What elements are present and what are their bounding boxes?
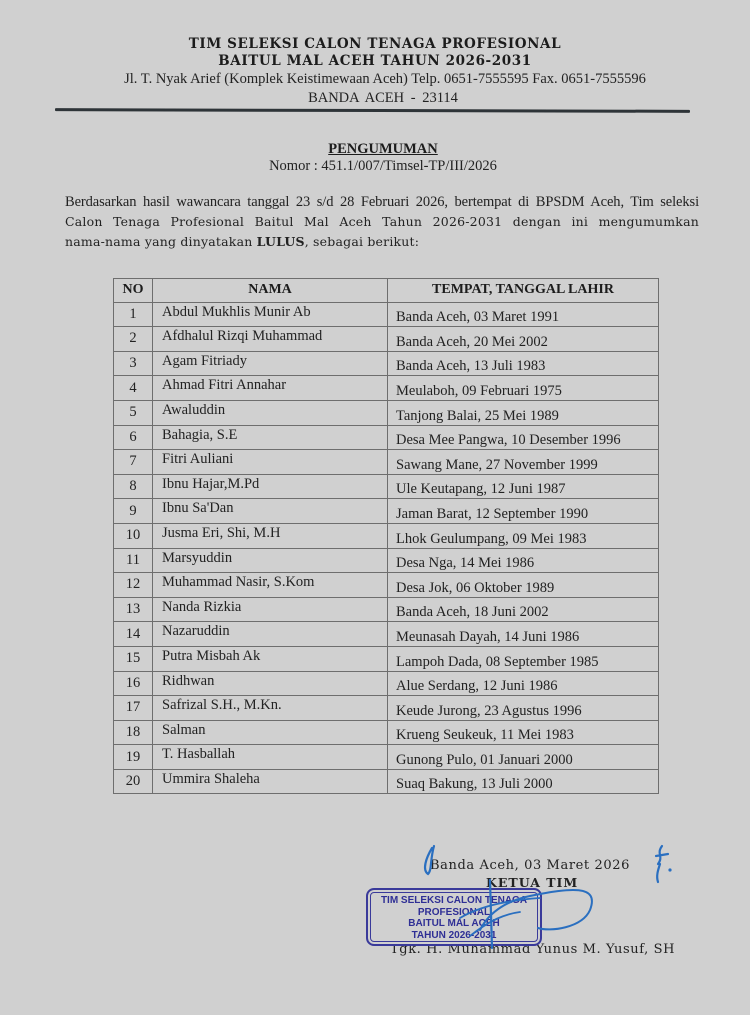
signature-role: KETUA TIM [486, 875, 579, 890]
table-body [114, 302, 659, 794]
cell-tempat-tanggal-lahir: Tanjong Balai, 25 Mei 1989 [388, 400, 659, 425]
table-row [114, 646, 659, 671]
signature-place-date: Banda Aceh, 03 Maret 2026 [430, 858, 630, 873]
cell-tempat-tanggal-lahir: Desa Jok, 06 Oktober 1989 [388, 573, 659, 598]
cell-tempat-tanggal-lahir: Banda Aceh, 03 Maret 1991 [388, 302, 659, 327]
letterhead-address: Jl. T. Nyak Arief (Komplek Keistimewaan Aceh) Telp. 0651-7555595 Fax. 0651-7555596 [124, 71, 646, 87]
cell-no: 17 [114, 696, 153, 721]
signatory-name: Tgk. H. Muhammad Yunus M. Yusuf, SH [390, 942, 676, 957]
letterhead-org-subtitle: BAITUL MAL ACEH TAHUN 2026-2031 [218, 53, 532, 69]
cell-nama: T. Hasballah [153, 745, 388, 770]
cell-no: 18 [114, 720, 153, 745]
table-row [114, 769, 659, 794]
paragraph-line-3 [65, 232, 699, 252]
cell-no: 6 [114, 425, 153, 450]
announcement-number: Nomor : 451.1/007/Timsel-TP/III/2026 [269, 158, 497, 174]
cell-tempat-tanggal-lahir: Keude Jurong, 23 Agustus 1996 [388, 696, 659, 721]
cell-tempat-tanggal-lahir: Lhok Geulumpang, 09 Mei 1983 [388, 523, 659, 548]
cell-tempat-tanggal-lahir: Ule Keutapang, 12 Juni 1987 [388, 474, 659, 499]
announcement-paragraph [65, 192, 699, 252]
cell-nama: Nanda Rizkia [153, 597, 388, 622]
table-row [114, 327, 659, 352]
table-row [114, 720, 659, 745]
header-no: NO [114, 279, 153, 303]
cell-no: 19 [114, 745, 153, 770]
cell-nama: Muhammad Nasir, S.Kom [153, 573, 388, 598]
paragraph-line-1: Berdasarkan hasil wawancara tanggal 23 s/d 28 Februari 2026, bertempat di BPSDM Aceh, Tim seleksi [65, 194, 699, 210]
paragraph-line-3-pre: nama-nama yang dinyatakan [65, 234, 257, 249]
cell-nama: Safrizal S.H., M.Kn. [153, 696, 388, 721]
cell-nama: Putra Misbah Ak [153, 646, 388, 671]
cell-nama: Ibnu Hajar,M.Pd [153, 474, 388, 499]
cell-tempat-tanggal-lahir: Krueng Seukeuk, 11 Mei 1983 [388, 720, 659, 745]
stamp-line-4: TAHUN 2026-2031 [411, 929, 497, 941]
cell-tempat-tanggal-lahir: Desa Nga, 14 Mei 1986 [388, 548, 659, 573]
cell-nama: Afdhalul Rizqi Muhammad [153, 327, 388, 352]
table-row [114, 400, 659, 425]
cell-tempat-tanggal-lahir: Meunasah Dayah, 14 Juni 1986 [388, 622, 659, 647]
table-row [114, 696, 659, 721]
cell-no: 4 [114, 376, 153, 401]
cell-nama: Fitri Auliani [153, 450, 388, 475]
table-row [114, 523, 659, 548]
official-stamp [366, 888, 542, 946]
paragraph-line-2: Calon Tenaga Profesional Baitul Mal Aceh Tahun 2026-2031 dengan ini mengumumkan [65, 214, 699, 229]
table-row [114, 671, 659, 696]
cell-no: 5 [114, 400, 153, 425]
cell-tempat-tanggal-lahir: Suaq Bakung, 13 Juli 2000 [388, 769, 659, 794]
header-nama: NAMA [153, 279, 388, 303]
cell-nama: Ridhwan [153, 671, 388, 696]
cell-nama: Nazaruddin [153, 622, 388, 647]
letterhead [0, 36, 750, 108]
cell-nama: Jusma Eri, Shi, M.H [153, 523, 388, 548]
cell-no: 11 [114, 548, 153, 573]
cell-nama: Marsyuddin [153, 548, 388, 573]
table-row [114, 376, 659, 401]
cell-nama: Agam Fitriady [153, 351, 388, 376]
cell-tempat-tanggal-lahir: Banda Aceh, 18 Juni 2002 [388, 597, 659, 622]
stamp-line-1: TIM SELEKSI CALON TENAGA [380, 895, 528, 906]
cell-no: 3 [114, 351, 153, 376]
letterhead-divider [55, 108, 690, 113]
letterhead-org-name: TIM SELEKSI CALON TENAGA PROFESIONAL [188, 36, 562, 52]
cell-no: 2 [114, 327, 153, 352]
table-row [114, 351, 659, 376]
cell-no: 16 [114, 671, 153, 696]
announcement-title: PENGUMUMAN [328, 141, 438, 157]
cell-tempat-tanggal-lahir: Desa Mee Pangwa, 10 Desember 1996 [388, 425, 659, 450]
table-row [114, 622, 659, 647]
cell-no: 7 [114, 450, 153, 475]
cell-nama: Ummira Shaleha [153, 769, 388, 794]
cell-nama: Salman [153, 720, 388, 745]
header-tempat-tanggal-lahir: TEMPAT, TANGGAL LAHIR [388, 279, 659, 303]
table-row [114, 425, 659, 450]
cell-no: 12 [114, 573, 153, 598]
table-row [114, 499, 659, 524]
table-row [114, 745, 659, 770]
cell-no: 13 [114, 597, 153, 622]
cell-tempat-tanggal-lahir: Meulaboh, 09 Februari 1975 [388, 376, 659, 401]
cell-tempat-tanggal-lahir: Banda Aceh, 13 Juli 1983 [388, 351, 659, 376]
table-row [114, 474, 659, 499]
cell-tempat-tanggal-lahir: Alue Serdang, 12 Juni 1986 [388, 671, 659, 696]
cell-no: 1 [114, 302, 153, 327]
cell-nama: Awaluddin [153, 400, 388, 425]
cell-tempat-tanggal-lahir: Sawang Mane, 27 November 1999 [388, 450, 659, 475]
table-row [114, 597, 659, 622]
cell-nama: Bahagia, S.E [153, 425, 388, 450]
cell-no: 15 [114, 646, 153, 671]
cell-nama: Abdul Mukhlis Munir Ab [153, 302, 388, 327]
table-row [114, 573, 659, 598]
stamp-line-2: PROFESIONAL [417, 906, 491, 918]
passed-candidates-table [113, 278, 659, 794]
table-row [114, 302, 659, 327]
cell-no: 20 [114, 769, 153, 794]
cell-tempat-tanggal-lahir: Jaman Barat, 12 September 1990 [388, 499, 659, 524]
cell-tempat-tanggal-lahir: Lampoh Dada, 08 September 1985 [388, 646, 659, 671]
table-row [114, 450, 659, 475]
paragraph-line-3-post: , sebagai berikut: [304, 234, 420, 249]
cell-tempat-tanggal-lahir: Banda Aceh, 20 Mei 2002 [388, 327, 659, 352]
stamp-line-3: BAITUL MAL ACEH [408, 918, 500, 929]
cell-nama: Ahmad Fitri Annahar [153, 376, 388, 401]
passed-status-text: LULUS [256, 234, 305, 249]
cell-no: 10 [114, 523, 153, 548]
cell-no: 14 [114, 622, 153, 647]
cell-no: 9 [114, 499, 153, 524]
cell-tempat-tanggal-lahir: Gunong Pulo, 01 Januari 2000 [388, 745, 659, 770]
table-header-row [114, 279, 659, 303]
letterhead-city: BANDA ACEH - 23114 [308, 90, 458, 106]
table-row [114, 548, 659, 573]
cell-nama: Ibnu Sa'Dan [153, 499, 388, 524]
cell-no: 8 [114, 474, 153, 499]
